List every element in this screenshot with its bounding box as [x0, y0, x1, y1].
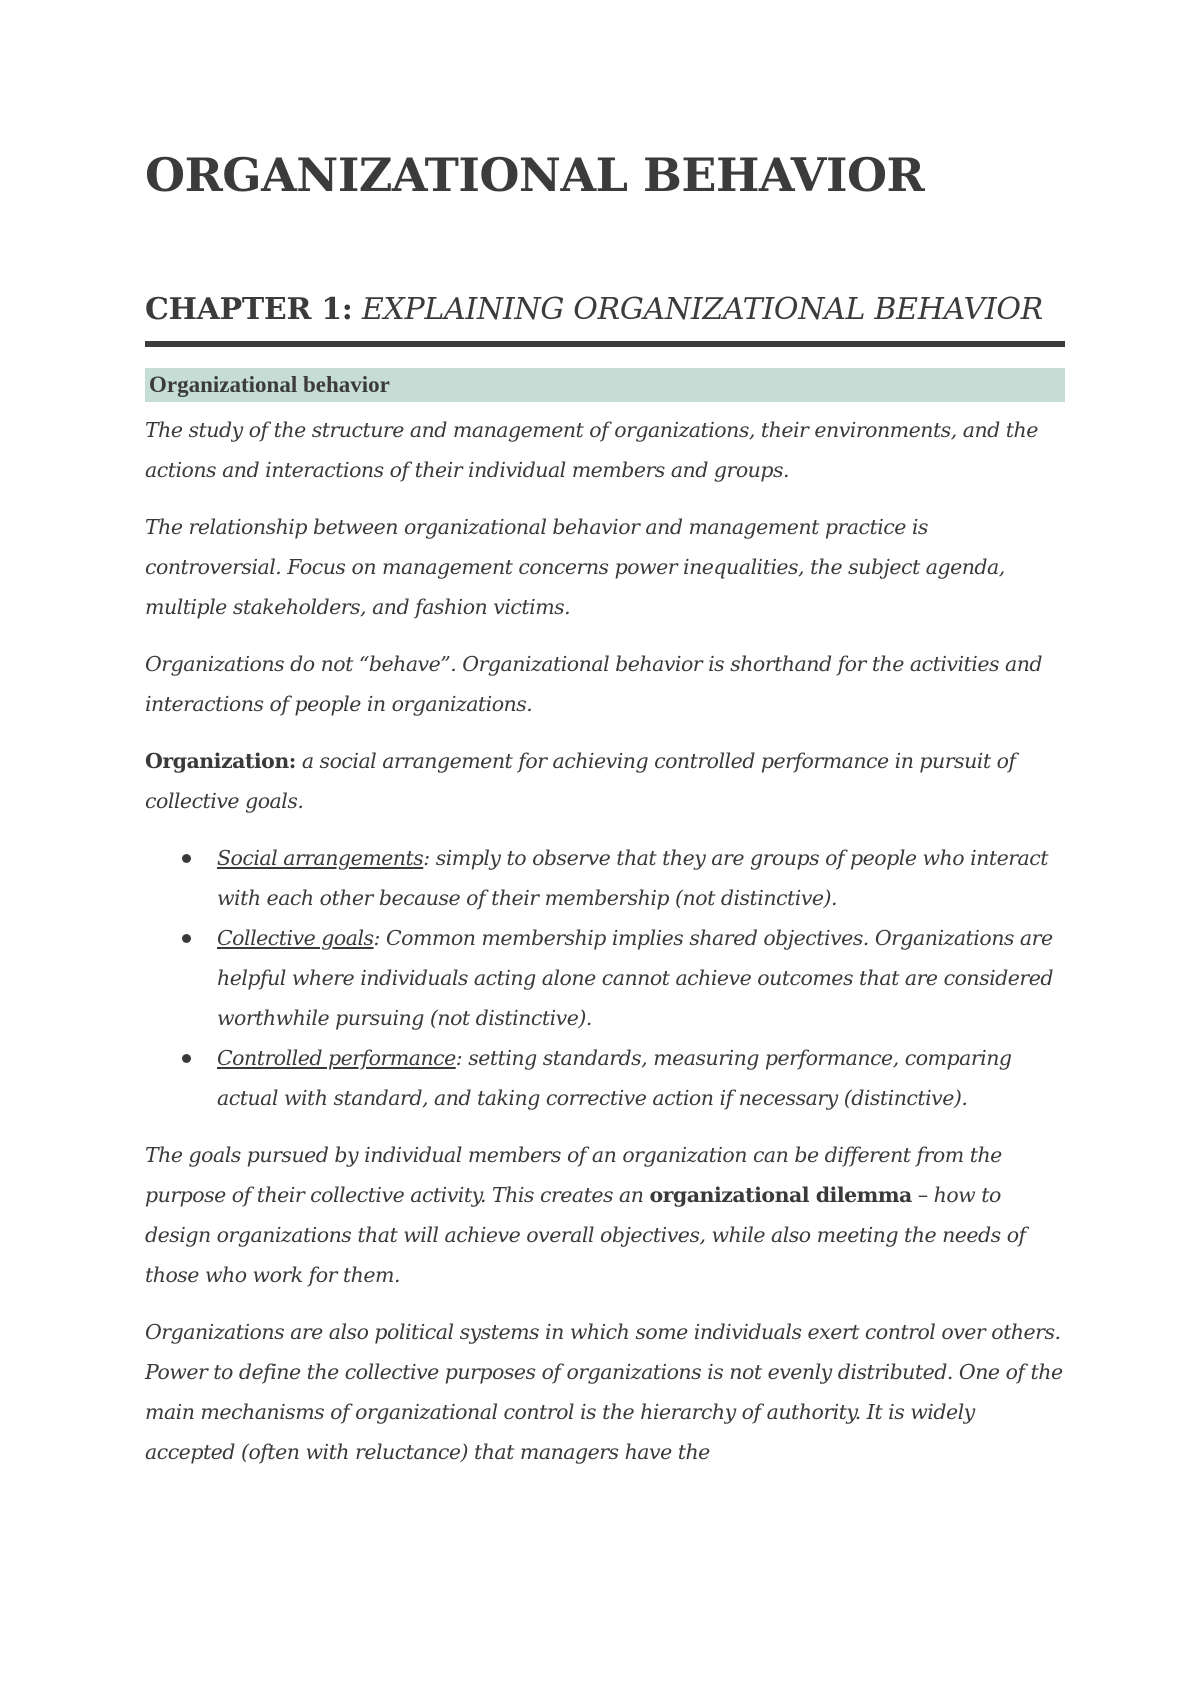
- organization-term: Organization:: [145, 749, 296, 773]
- bullet-icon: [182, 1054, 191, 1063]
- chapter-divider: [145, 341, 1065, 347]
- bullet-term: Controlled performance: [217, 1046, 456, 1070]
- dilemma-term: organizational dilemma: [649, 1183, 912, 1207]
- bullet-text: : Common membership implies shared objectives. Organizations are helpful where individuals acting alone cannot achieve outcomes that are considered worthwhile pursuing (not distinctive).: [217, 926, 1053, 1030]
- bullet-icon: [182, 854, 191, 863]
- bullet-icon: [182, 934, 191, 943]
- dilemma-text-end: – how to design organizations that will achieve overall objectives, while also meeting the needs of those who work for them.: [145, 1183, 1026, 1287]
- paragraph-controversy: The relationship between organizational behavior and management practice is controversial. Focus on management concerns power inequalities, the subject agenda, multiple stakeholders, and fashion victims.: [145, 515, 1005, 619]
- paragraph-definition: The study of the structure and management of organizations, their environments, and the actions and interactions of their individual members and groups.: [145, 418, 1038, 482]
- paragraph-organization-definition: [145, 741, 1065, 821]
- chapter-number: CHAPTER 1:: [145, 292, 353, 327]
- list-item: [145, 918, 1065, 1038]
- list-item: [145, 1038, 1065, 1118]
- bullet-term: Collective goals: [217, 926, 374, 950]
- chapter-heading: [145, 292, 1043, 327]
- bullet-list: [145, 838, 1065, 1118]
- chapter-title: EXPLAINING ORGANIZATIONAL BEHAVIOR: [361, 292, 1043, 327]
- section-heading: Organizational behavior: [149, 372, 390, 397]
- dilemma-text-start: The goals pursued by individual members of an organization can be different from the purpose of their collective activity. This creates an: [145, 1143, 1002, 1207]
- document-title: ORGANIZATIONAL BEHAVIOR: [145, 148, 925, 202]
- bullet-text: : simply to observe that they are groups of people who interact with each other because of their membership (not distinctive).: [217, 846, 1048, 910]
- paragraph-dilemma: [145, 1135, 1065, 1295]
- paragraph-behave: Organizations do not “behave”. Organizational behavior is shorthand for the activities and interactions of people in organizations.: [145, 652, 1043, 716]
- organization-definition: a social arrangement for achieving controlled performance in pursuit of collective goals.: [145, 749, 1016, 813]
- list-item: [145, 838, 1065, 918]
- paragraph-political-systems: Organizations are also political systems in which some individuals exert control over others. Power to define the collective purposes of organizations is not evenly distributed. One of the main mechanisms of organizational control is the hierarchy of authority. It is widely accepted (often with reluctance) that managers have the: [145, 1320, 1063, 1464]
- bullet-text: : setting standards, measuring performance, comparing actual with standard, and taking corrective action if necessary (distinctive).: [217, 1046, 1012, 1110]
- bullet-term: Social arrangements: [217, 846, 424, 870]
- document-body: [145, 410, 1065, 1489]
